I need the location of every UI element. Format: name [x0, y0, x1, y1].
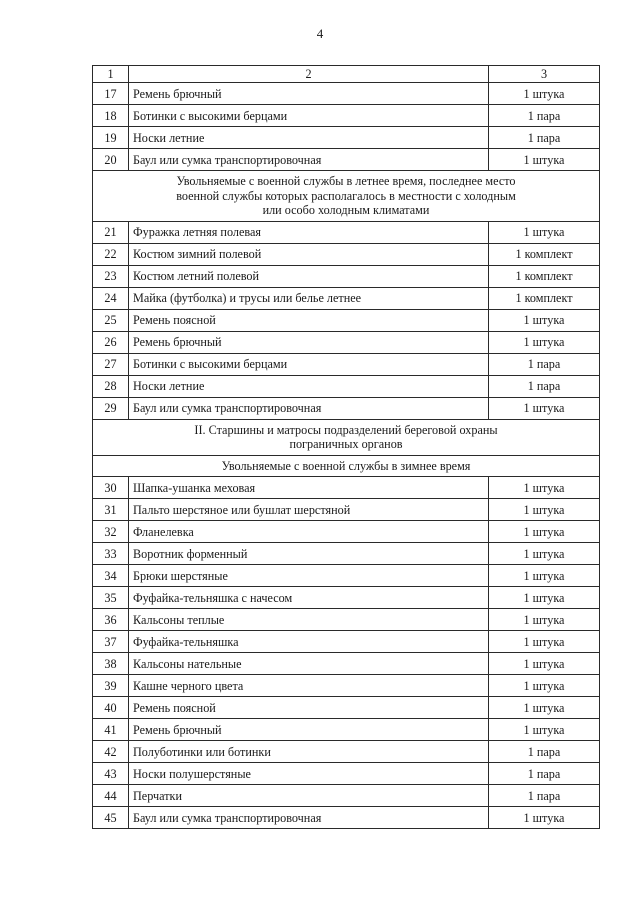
item-quantity: 1 штука	[489, 149, 600, 171]
item-quantity: 1 пара	[489, 785, 600, 807]
item-name: Носки летние	[129, 375, 489, 397]
row-number: 42	[93, 741, 129, 763]
item-quantity: 1 пара	[489, 105, 600, 127]
section-heading-line: Увольняемые с военной службы в зимнее время	[221, 458, 471, 473]
table-row	[93, 565, 600, 587]
item-quantity: 1 штука	[489, 309, 600, 331]
item-name: Баул или сумка транспортировочная	[129, 149, 489, 171]
row-number: 28	[93, 375, 129, 397]
page-number: 4	[316, 26, 324, 41]
table-row	[93, 719, 600, 741]
row-number: 20	[93, 149, 129, 171]
item-name: Перчатки	[129, 785, 489, 807]
section-row	[93, 171, 600, 222]
row-number: 29	[93, 397, 129, 419]
item-quantity: 1 штука	[489, 807, 600, 829]
item-quantity: 1 комплект	[489, 265, 600, 287]
item-name: Ремень поясной	[129, 697, 489, 719]
table-row	[93, 499, 600, 521]
table-row	[93, 309, 600, 331]
item-quantity: 1 пара	[489, 127, 600, 149]
item-quantity: 1 комплект	[489, 243, 600, 265]
item-quantity: 1 штука	[489, 477, 600, 499]
item-quantity: 1 штука	[489, 653, 600, 675]
table-row	[93, 477, 600, 499]
item-name: Фуражка летняя полевая	[129, 221, 489, 243]
row-number: 27	[93, 353, 129, 375]
row-number: 34	[93, 565, 129, 587]
row-number: 37	[93, 631, 129, 653]
row-number: 44	[93, 785, 129, 807]
items-table	[92, 65, 600, 829]
item-name: Фланелевка	[129, 521, 489, 543]
table-row	[93, 807, 600, 829]
item-name: Фуфайка-тельняшка	[129, 631, 489, 653]
item-quantity: 1 штука	[489, 675, 600, 697]
item-name: Баул или сумка транспортировочная	[129, 807, 489, 829]
item-name: Костюм летний полевой	[129, 265, 489, 287]
item-quantity: 1 штука	[489, 719, 600, 741]
section-heading-line: военной службы которых располагалось в местности с холодным	[176, 188, 516, 203]
row-number: 39	[93, 675, 129, 697]
item-quantity: 1 штука	[489, 587, 600, 609]
row-number: 31	[93, 499, 129, 521]
row-number: 40	[93, 697, 129, 719]
item-name: Носки полушерстяные	[129, 763, 489, 785]
table-row	[93, 243, 600, 265]
table-row	[93, 397, 600, 419]
row-number: 33	[93, 543, 129, 565]
item-name: Баул или сумка транспортировочная	[129, 397, 489, 419]
table-row	[93, 631, 600, 653]
item-quantity: 1 комплект	[489, 287, 600, 309]
item-name: Ботинки с высокими берцами	[129, 353, 489, 375]
column-header: 1	[93, 66, 129, 83]
table-row	[93, 83, 600, 105]
row-number: 35	[93, 587, 129, 609]
row-number: 22	[93, 243, 129, 265]
item-name: Брюки шерстяные	[129, 565, 489, 587]
item-quantity: 1 пара	[489, 763, 600, 785]
table-row	[93, 609, 600, 631]
item-name: Майка (футболка) и трусы или белье летнее	[129, 287, 489, 309]
item-quantity: 1 пара	[489, 375, 600, 397]
item-name: Носки летние	[129, 127, 489, 149]
section-heading-line: II. Старшины и матросы подразделений береговой охраны	[194, 422, 498, 437]
item-name: Кашне черного цвета	[129, 675, 489, 697]
section-heading	[93, 419, 600, 455]
item-name: Ремень поясной	[129, 309, 489, 331]
table-row	[93, 353, 600, 375]
item-quantity: 1 штука	[489, 397, 600, 419]
item-name: Шапка-ушанка меховая	[129, 477, 489, 499]
item-quantity: 1 пара	[489, 741, 600, 763]
row-number: 41	[93, 719, 129, 741]
table-row	[93, 521, 600, 543]
row-number: 19	[93, 127, 129, 149]
row-number: 17	[93, 83, 129, 105]
section-heading-line: Увольняемые с военной службы в летнее время, последнее место	[176, 174, 516, 188]
row-number: 21	[93, 221, 129, 243]
column-header: 3	[489, 66, 600, 83]
section-row	[93, 419, 600, 455]
row-number: 26	[93, 331, 129, 353]
item-quantity: 1 штука	[489, 543, 600, 565]
table-row	[93, 587, 600, 609]
item-quantity: 1 штука	[489, 499, 600, 521]
row-number: 30	[93, 477, 129, 499]
row-number: 23	[93, 265, 129, 287]
item-quantity: 1 штука	[489, 697, 600, 719]
table-row	[93, 331, 600, 353]
table-row	[93, 653, 600, 675]
item-quantity: 1 штука	[489, 631, 600, 653]
item-name: Кальсоны теплые	[129, 609, 489, 631]
header-row	[93, 66, 600, 83]
row-number: 36	[93, 609, 129, 631]
section-heading-line: пограничных органов	[289, 437, 403, 451]
item-name: Фуфайка-тельняшка с начесом	[129, 587, 489, 609]
table-row	[93, 265, 600, 287]
row-number: 25	[93, 309, 129, 331]
section-heading	[93, 455, 600, 477]
table-row	[93, 127, 600, 149]
column-header: 2	[129, 66, 489, 83]
section-heading	[93, 171, 600, 222]
row-number: 24	[93, 287, 129, 309]
item-quantity: 1 пара	[489, 353, 600, 375]
item-quantity: 1 штука	[489, 521, 600, 543]
item-name: Ремень брючный	[129, 331, 489, 353]
section-heading-line: или особо холодным климатами	[262, 203, 430, 217]
item-quantity: 1 штука	[489, 83, 600, 105]
row-number: 18	[93, 105, 129, 127]
item-name: Кальсоны нательные	[129, 653, 489, 675]
item-name: Ботинки с высокими берцами	[129, 105, 489, 127]
item-quantity: 1 штука	[489, 221, 600, 243]
item-name: Полуботинки или ботинки	[129, 741, 489, 763]
item-quantity: 1 штука	[489, 609, 600, 631]
table-row	[93, 543, 600, 565]
item-quantity: 1 штука	[489, 565, 600, 587]
item-name: Ремень брючный	[129, 83, 489, 105]
table-row	[93, 221, 600, 243]
item-name: Ремень брючный	[129, 719, 489, 741]
item-quantity: 1 штука	[489, 331, 600, 353]
row-number: 38	[93, 653, 129, 675]
row-number: 32	[93, 521, 129, 543]
table-row	[93, 675, 600, 697]
table-row	[93, 287, 600, 309]
table-row	[93, 697, 600, 719]
item-name: Костюм зимний полевой	[129, 243, 489, 265]
section-row	[93, 455, 600, 477]
table-row	[93, 375, 600, 397]
table-row	[93, 785, 600, 807]
table-row	[93, 763, 600, 785]
table-row	[93, 105, 600, 127]
row-number: 45	[93, 807, 129, 829]
table-body	[93, 66, 600, 829]
item-name: Пальто шерстяное или бушлат шерстяной	[129, 499, 489, 521]
item-name: Воротник форменный	[129, 543, 489, 565]
row-number: 43	[93, 763, 129, 785]
table-row	[93, 149, 600, 171]
table-row	[93, 741, 600, 763]
